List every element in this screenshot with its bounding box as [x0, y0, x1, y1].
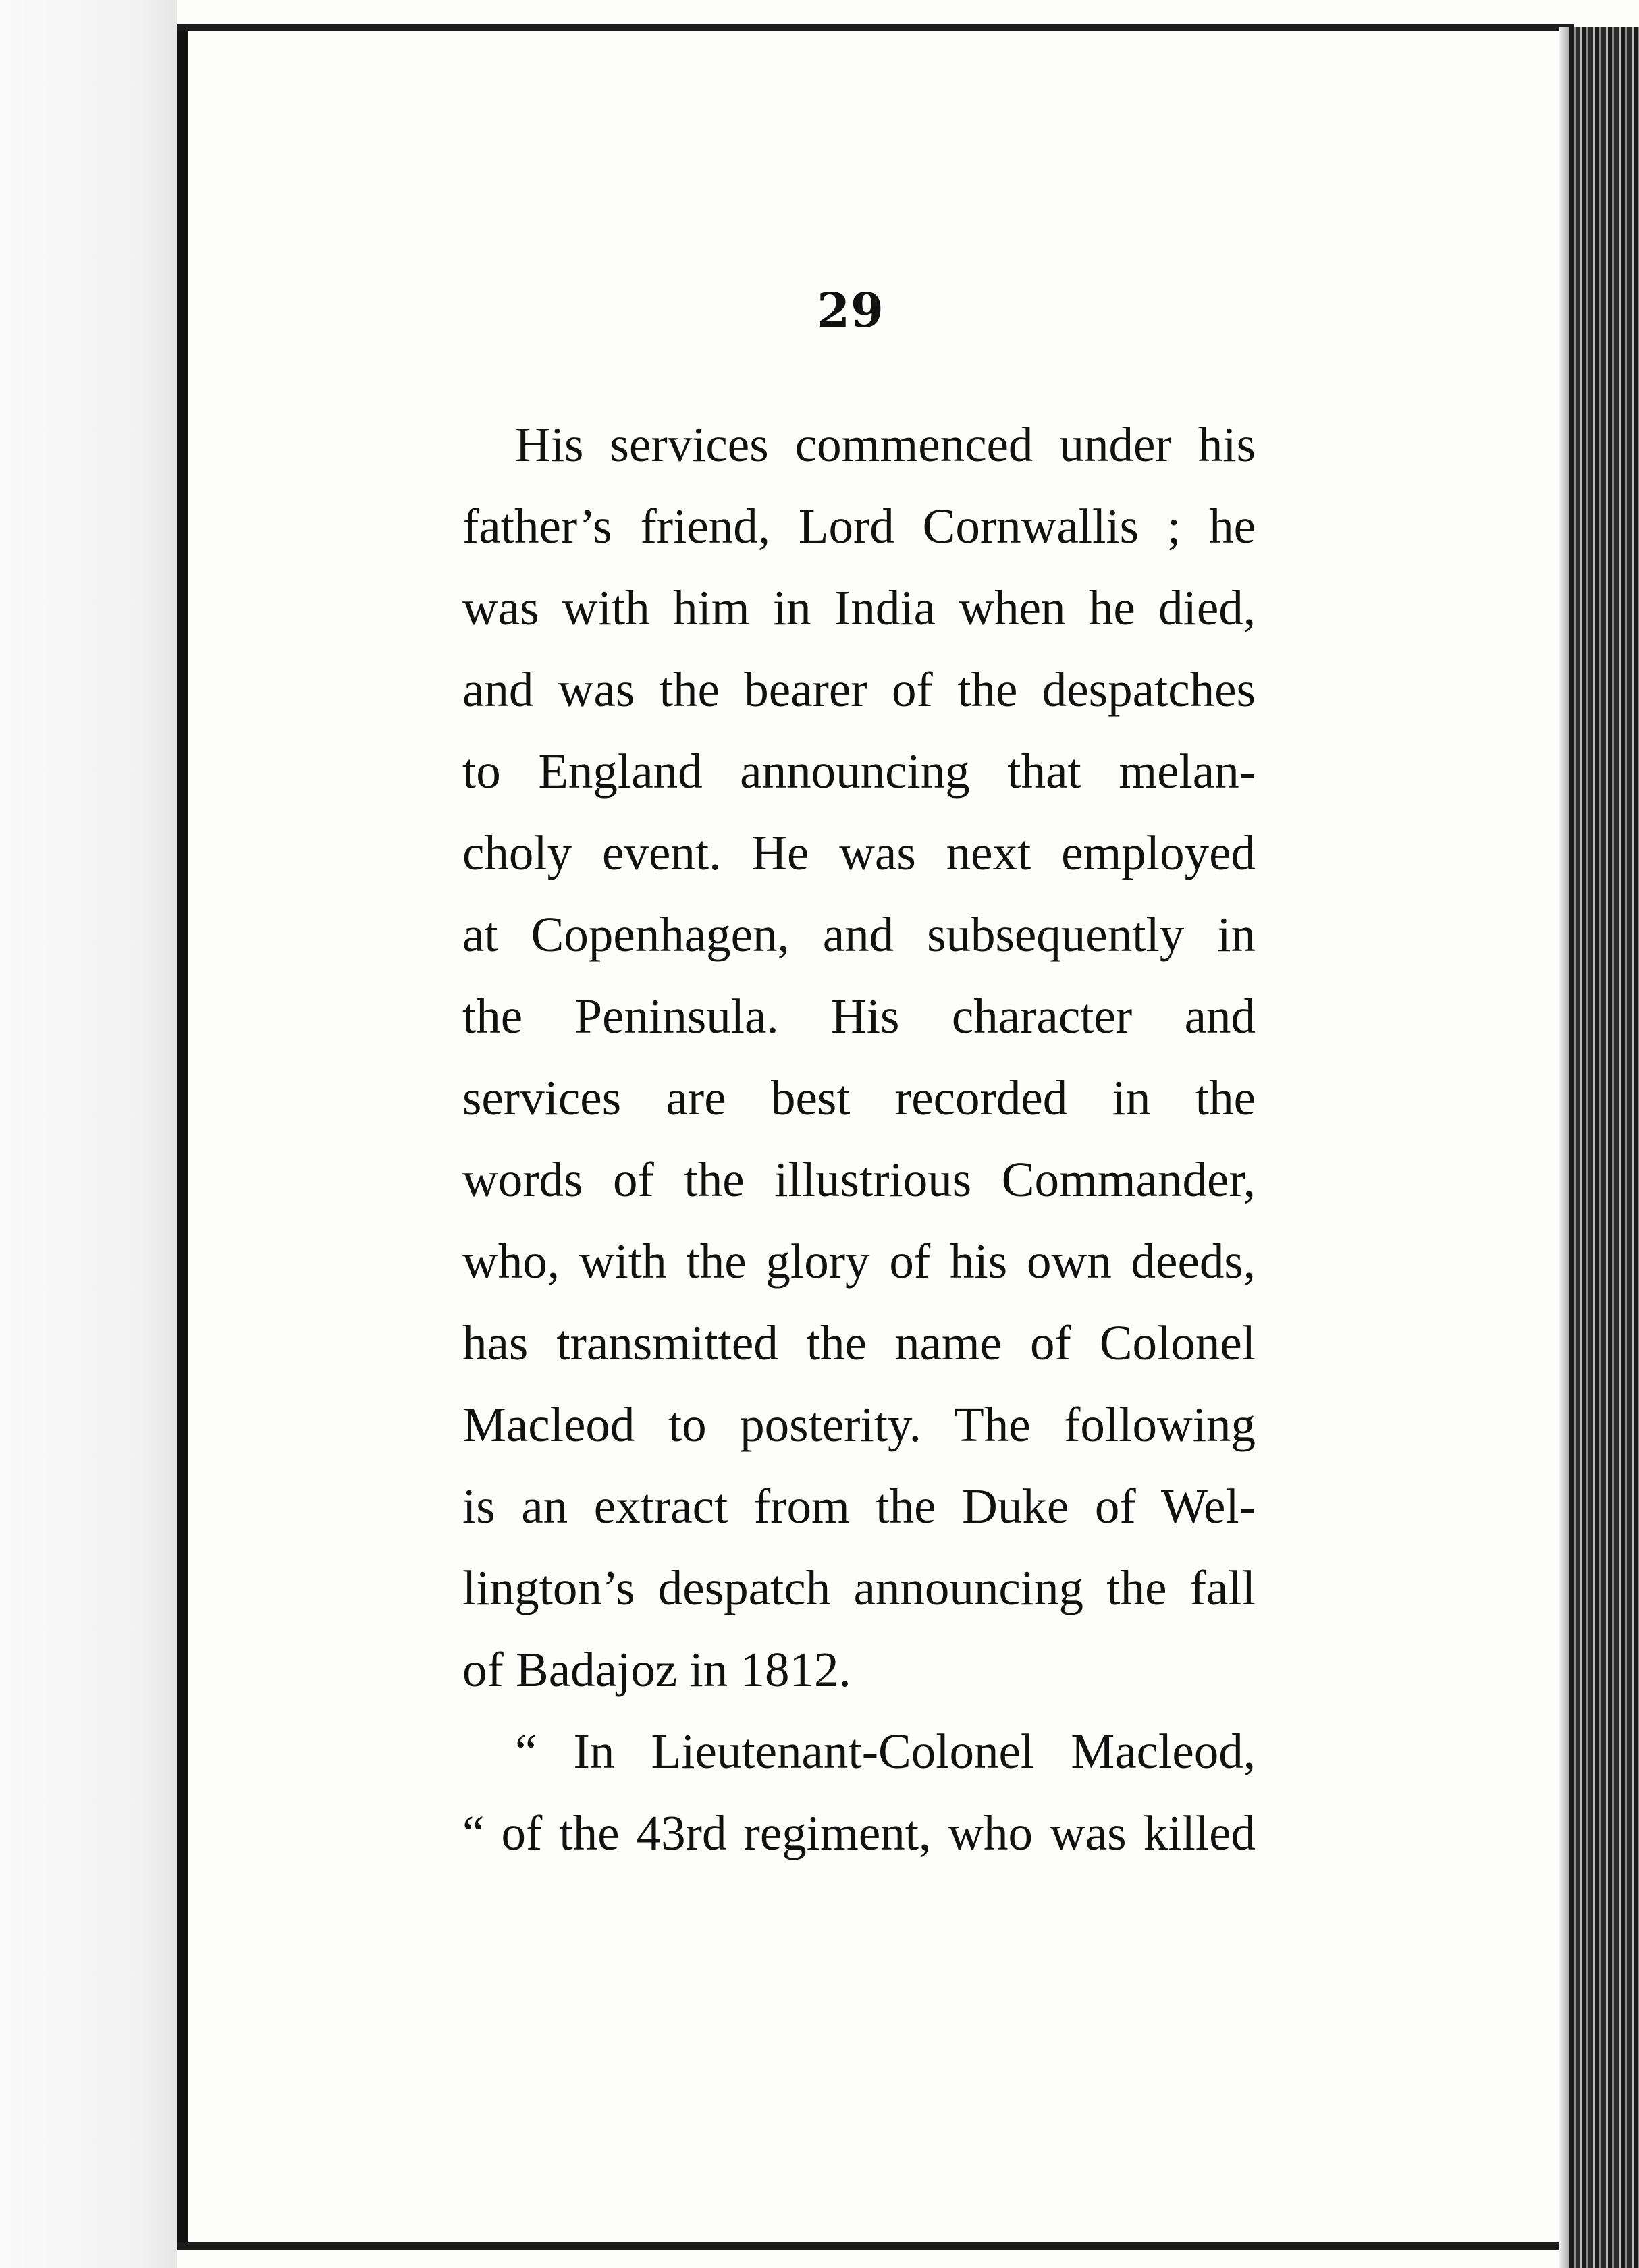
page-number: 29 — [817, 282, 884, 338]
text-line: and was the bearer of the despatches — [462, 662, 1256, 717]
text-line: who, with the glory of his own deeds, — [462, 1234, 1256, 1289]
text-line: the Peninsula. His character and — [462, 989, 1256, 1044]
top-edge — [177, 24, 1574, 31]
text-line: lington’s despatch announcing the fall — [462, 1561, 1256, 1615]
body-text — [462, 404, 1256, 1874]
text-line: His services commenced under his — [515, 417, 1256, 472]
text-line: at Copenhagen, and subsequently in — [462, 907, 1256, 962]
text-line: was with him in India when he died, — [462, 580, 1256, 635]
facing-page-margin — [0, 0, 177, 2268]
text-line: father’s friend, Lord Cornwallis ; he — [462, 499, 1256, 554]
text-line: Macleod to posterity. The following — [462, 1397, 1256, 1452]
text-line: words of the illustrious Commander, — [462, 1152, 1256, 1207]
text-line: is an extract from the Duke of Wel- — [462, 1479, 1256, 1534]
text-line: of Badajoz in 1812. — [462, 1642, 851, 1697]
text-line: has transmitted the name of Colonel — [462, 1316, 1256, 1370]
binding-edge — [177, 27, 188, 2248]
page-edges-stack — [1569, 27, 1639, 2268]
text-line: services are best recorded in the — [462, 1071, 1256, 1125]
quote-line: “ In Lieutenant-Colonel Macleod, — [515, 1724, 1256, 1779]
text-line: to England announcing that melan- — [462, 744, 1256, 799]
quote-line: “ of the 43rd regiment, who was killed — [462, 1806, 1256, 1860]
bottom-edge — [177, 2242, 1594, 2250]
text-line: choly event. He was next employed — [462, 826, 1256, 880]
